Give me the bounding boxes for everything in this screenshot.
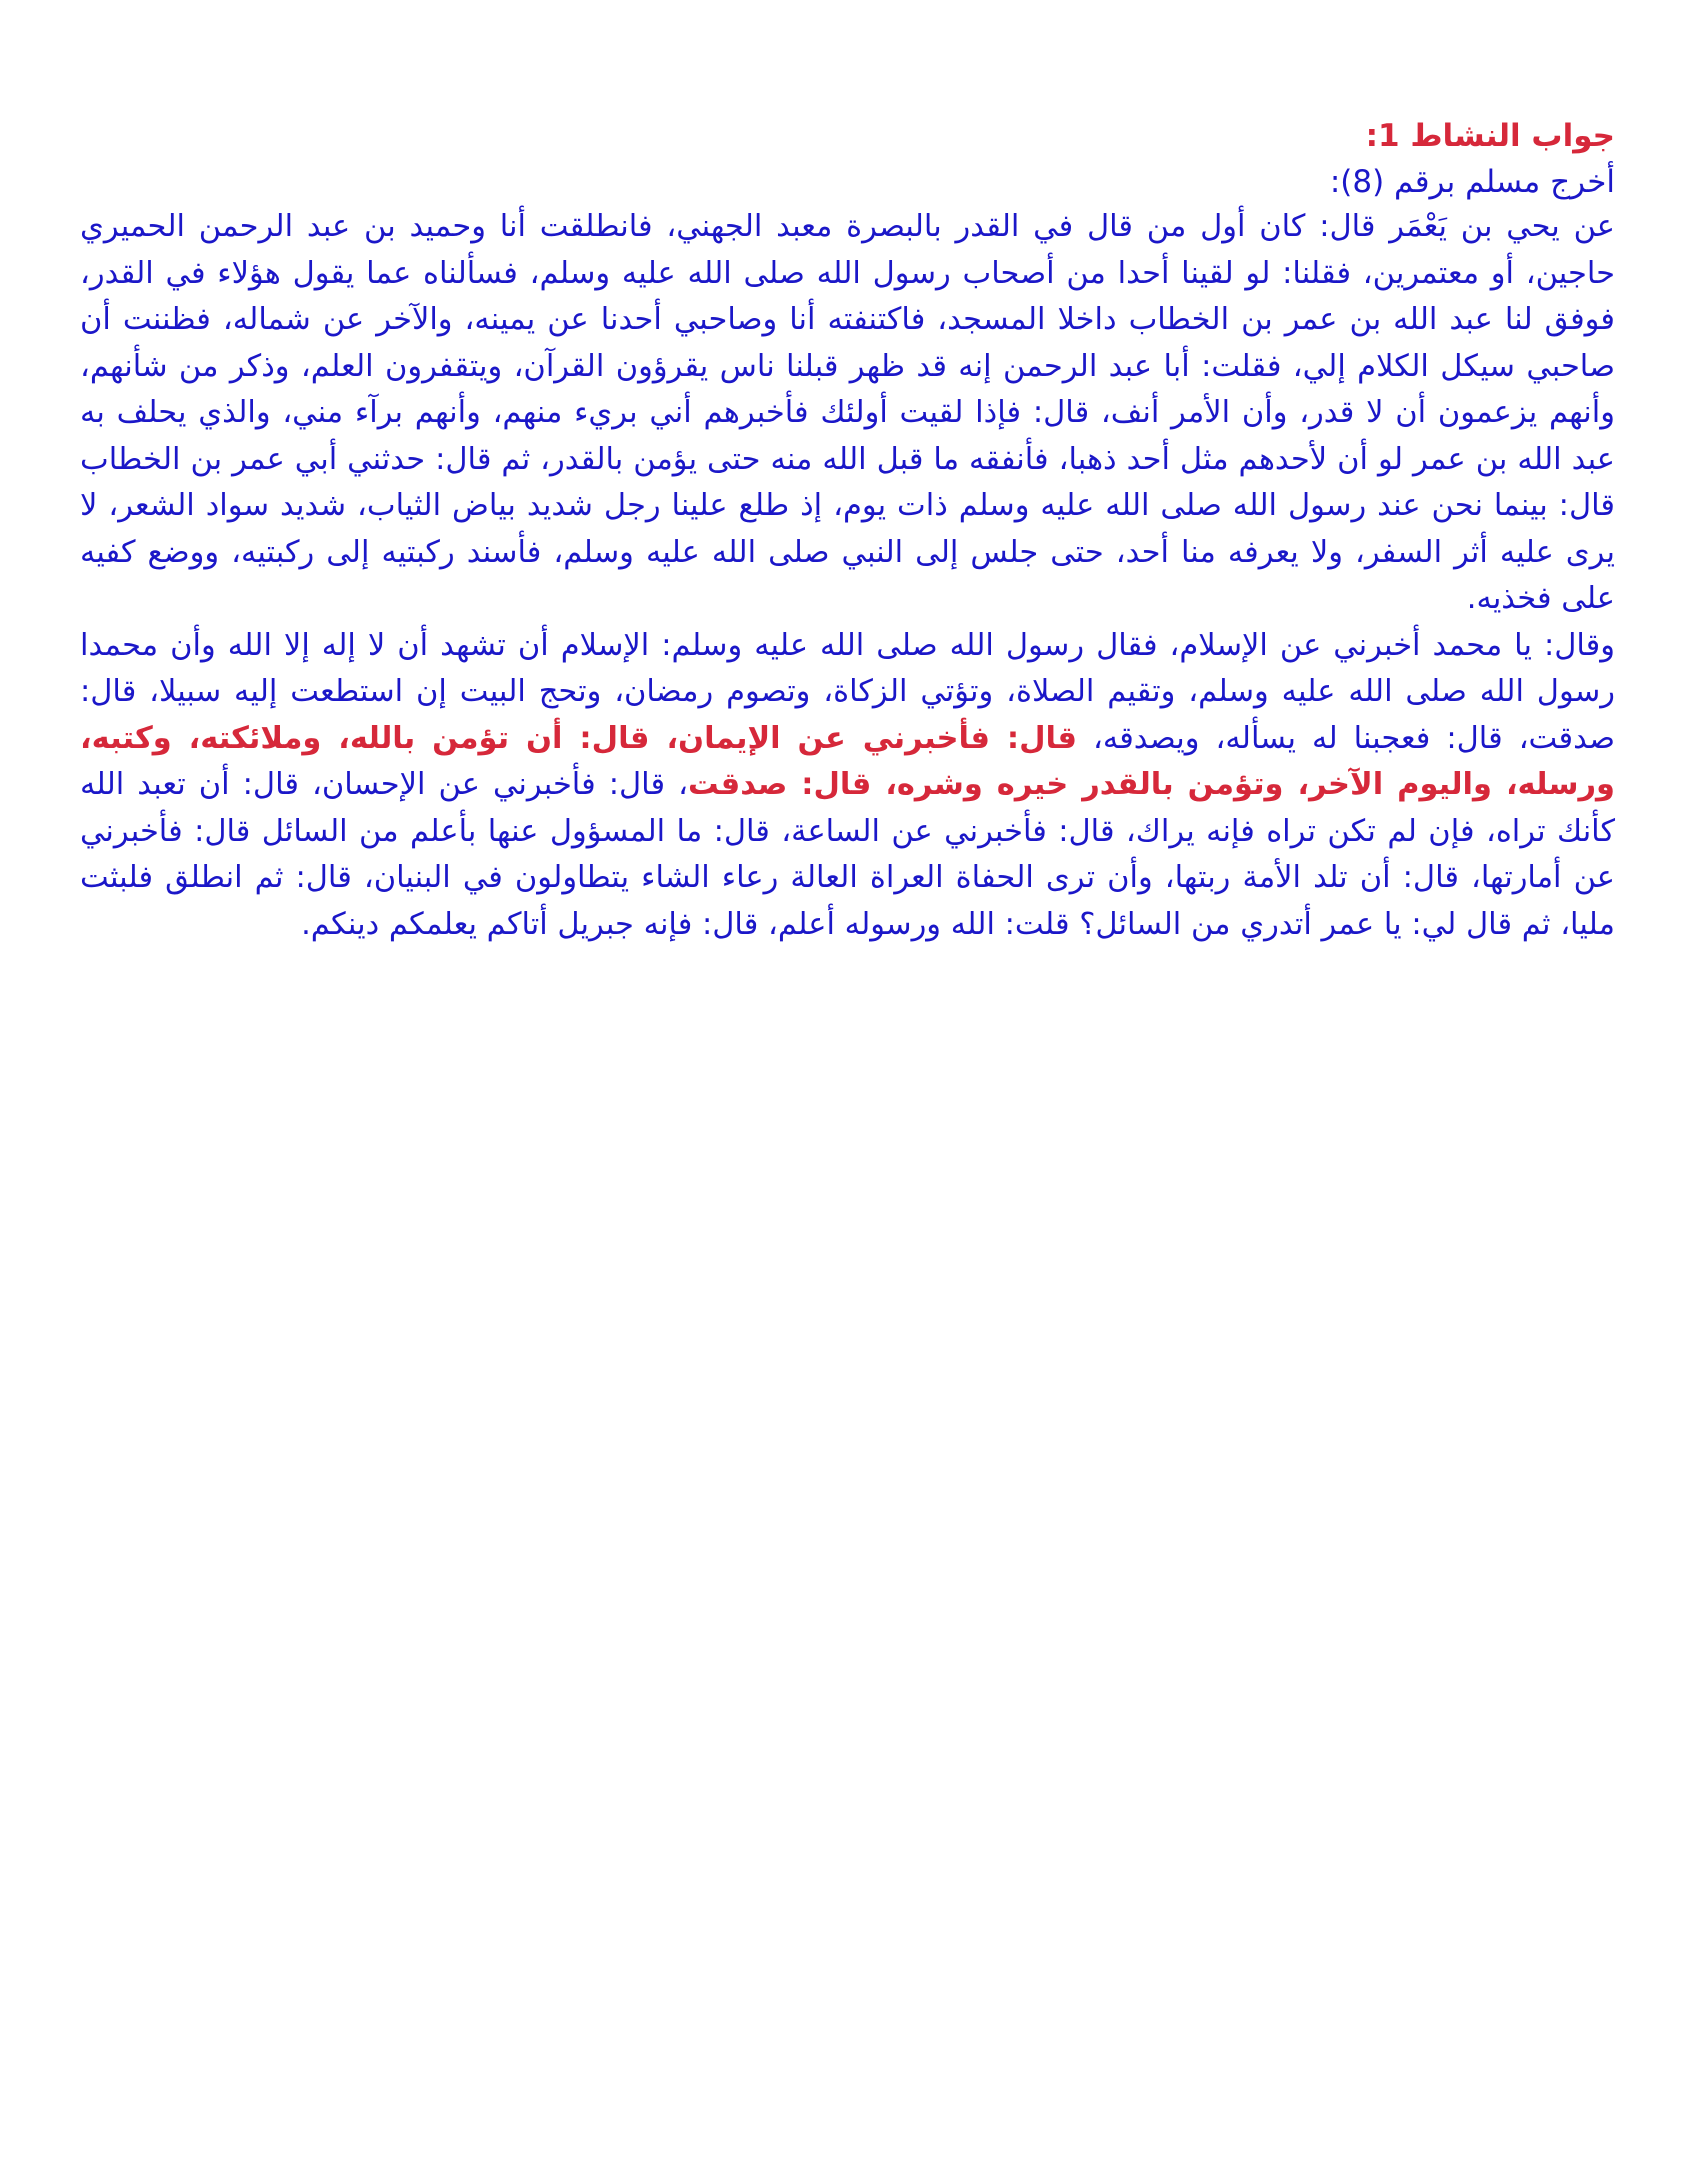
iman-highlight: قال: فأخبرني عن الإيمان، قال: أن تؤمن بالله، وملائكته، وكتبه، ورسله، واليوم الآخر، وتؤمن بالقدر خيره وشره، قال: صدقت: [80, 720, 1615, 802]
hadith-paragraph-1: [80, 204, 1615, 623]
hadith-paragraph-2: [80, 623, 1615, 949]
hadith-text-part-3: ، قال: فأخبرني عن الإحسان، قال: أن تعبد الله كأنك تراه، فإن لم تكن تراه فإنه يراك، قال: فأخبرني عن الساعة، قال: ما المسؤول عنها بأعلم من السائل قال: فأخبرني عن أمارتها، قال: أن تلد الأمة ربتها، وأن ترى الحفاة العراة العالة رعاء الشاء يتطاولون في البنيان، قال: ثم انطلق فلبثت مليا، ثم قال لي: يا عمر أتدري من السائل؟ قلت: الله ورسوله أعلم، قال: فإنه جبريل أتاكم يعلمكم دينكم.: [80, 767, 1615, 942]
document-page: [80, 112, 1615, 948]
hadith-text-part-1: عن يحي بن يَعْمَر قال: كان أول من قال في القدر بالبصرة معبد الجهني، فانطلقت أنا وحميد بن عبد الرحمن الحميري حاجين، أو معتمرين، فقلنا: لو لقينا أحدا من أصحاب رسول الله صلى الله عليه وسلم، فسألناه عما يقول هؤلاء في القدر، فوفق لنا عبد الله بن عمر بن الخطاب داخلا المسجد، فاكتنفته أنا وصاحبي أحدنا عن يمينه، والآخر عن شماله، فظننت أن صاحبي سيكل الكلام إلي، فقلت: أبا عبد الرحمن إنه قد ظهر قبلنا ناس يقرؤون القرآن، ويتقفرون العلم، وذكر من شأنهم، وأنهم يزعمون أن لا قدر، وأن الأمر أنف، قال: فإذا لقيت أولئك فأخبرهم أني بريء منهم، وأنهم برآء مني، والذي يحلف به عبد الله بن عمر لو أن لأحدهم مثل أحد ذهبا، فأنفقه ما قبل الله منه حتى يؤمن بالقدر، ثم قال: حدثني أبي عمر بن الخطاب قال: بينما نحن عند رسول الله صلى الله عليه وسلم ذات يوم، إذ طلع علينا رجل شديد بياض الثياب، شديد سواد الشعر، لا يرى عليه أثر السفر، ولا يعرفه منا أحد، حتى جلس إلى النبي صلى الله عليه وسلم، فأسند ركبتيه إلى ركبتيه، ووضع كفيه على فخذيه.: [80, 209, 1615, 616]
hadith-text-part-2: وقال: يا محمد أخبرني عن الإسلام، فقال رسول الله صلى الله عليه وسلم: الإسلام أن تشهد أن لا إله إلا الله وأن محمدا رسول الله صلى الله عليه وسلم، وتقيم الصلاة، وتؤتي الزكاة، وتصوم رمضان، وتحج البيت إن استطعت إليه سبيلا، قال: صدقت، قال: فعجبنا له يسأله، ويصدقه،: [80, 627, 1615, 756]
activity-answer-heading: جواب النشاط 1:: [1365, 118, 1615, 154]
source-citation: أخرج مسلم برقم (8):: [1329, 164, 1615, 200]
